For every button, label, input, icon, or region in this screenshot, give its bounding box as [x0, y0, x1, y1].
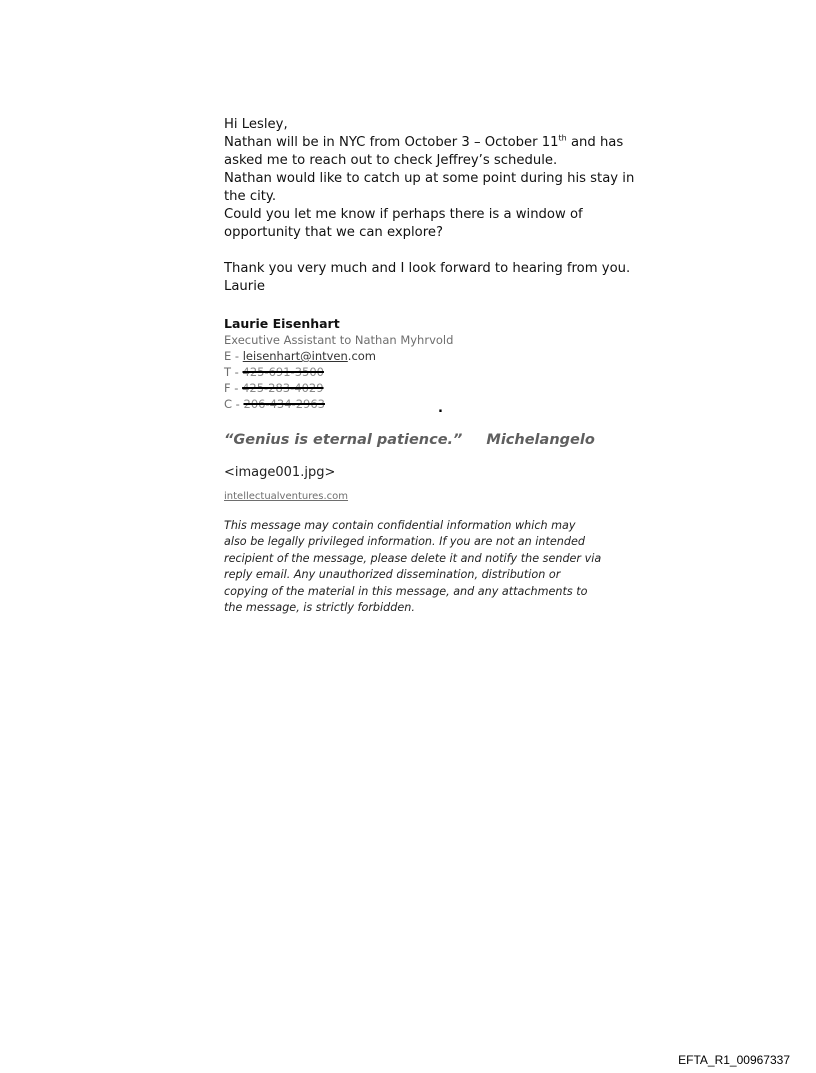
signature-quote: [224, 430, 604, 450]
signature-name: Laurie Eisenhart: [224, 316, 340, 331]
body-line-4: the city.: [224, 189, 277, 204]
disclaimer-line: recipient of the message, please delete it and notify the sender via: [224, 551, 602, 565]
email-domain: .com: [347, 349, 377, 363]
disclaimer-line: copying of the material in this message, and any attachments to: [224, 584, 588, 598]
paragraph-spacer: [224, 242, 604, 260]
body-line-1: [224, 133, 624, 152]
body-line-7: Thank you very much and I look forward to hearing from you.: [224, 261, 631, 276]
body-line-3: Nathan would like to catch up at some point during his stay in: [224, 171, 635, 186]
body-line-6: opportunity that we can explore?: [224, 225, 443, 240]
greeting: Hi Lesley,: [224, 117, 288, 132]
phone-redacted: 425-691-3500: [242, 365, 324, 379]
quote-text: “Genius is eternal patience.”: [224, 432, 463, 448]
signature-cell-row: [224, 396, 604, 416]
email-message: [224, 116, 635, 616]
signature-fax-row: [224, 380, 604, 396]
disclaimer-line: reply email. Any unauthorized dissemination, distribution or: [224, 568, 561, 582]
body-line-5: Could you let me know if perhaps there is a window of: [224, 207, 583, 222]
website-link[interactable]: intellectualventures.com: [224, 491, 349, 502]
stray-dot-mark: .: [438, 401, 443, 416]
sign-off: Laurie: [224, 279, 265, 294]
cell-redacted: 206-434-2963: [243, 397, 325, 411]
fax-prefix: F -: [224, 381, 243, 395]
body-line-2: asked me to reach out to check Jeffrey’s schedule.: [224, 153, 558, 168]
quote-author: Michelangelo: [486, 432, 595, 448]
phone-prefix: T -: [224, 365, 243, 379]
cell-prefix: C -: [224, 397, 244, 411]
signature-title: Executive Assistant to Nathan Myhrvold: [224, 333, 454, 347]
confidentiality-disclaimer: [224, 518, 604, 616]
disclaimer-line: the message, is strictly forbidden.: [224, 601, 415, 615]
ordinal-suffix: th: [558, 133, 567, 143]
fax-redacted: 425-283-4029: [242, 381, 324, 395]
document-id: EFTA_R1_00967337: [678, 1053, 790, 1067]
signature-phone-row: [224, 364, 604, 380]
disclaimer-line: This message may contain confidential information which may: [224, 519, 576, 532]
body-line-1-text: Nathan will be in NYC from October 3 – October 11: [224, 135, 559, 150]
signature-email-row: [224, 348, 604, 364]
disclaimer-line: also be legally privileged information. If you are not an intended: [224, 535, 585, 549]
email-link[interactable]: leisenhart@intven: [242, 349, 348, 363]
attachment-placeholder: <image001.jpg>: [224, 465, 336, 480]
email-prefix: E -: [224, 349, 243, 363]
body-line-1-end: and has: [566, 135, 624, 150]
